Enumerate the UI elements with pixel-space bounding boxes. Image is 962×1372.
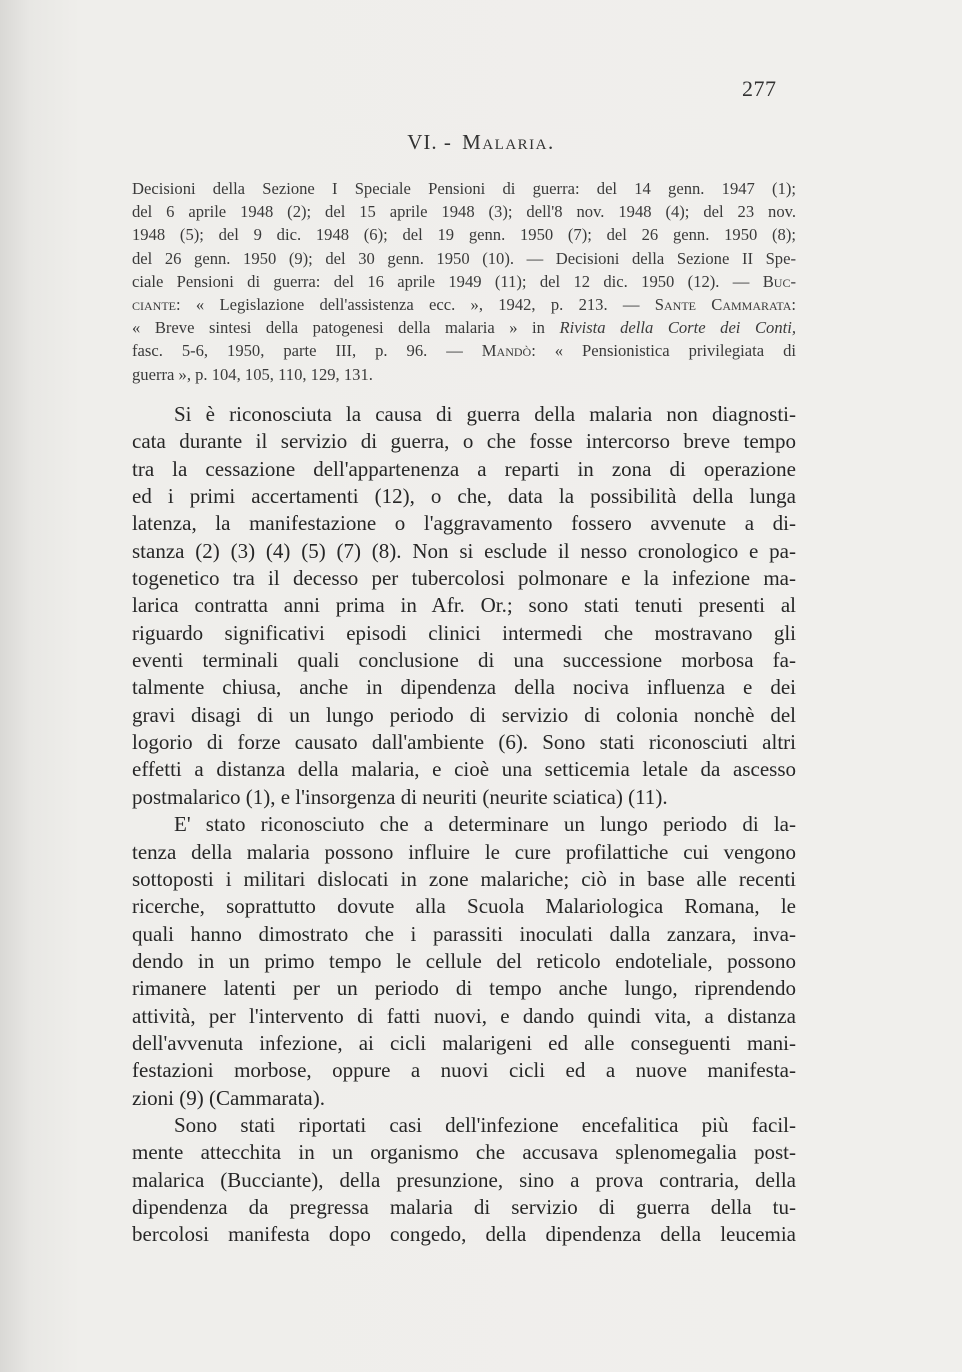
text-line: riguardo significativi episodi clinici intermedi che mostravano gli: [132, 620, 796, 645]
section-number: VI. -: [407, 130, 452, 154]
text-line: logorio di forze causato dall'ambiente (6). Sono stati riconosciuti altri: [132, 730, 796, 755]
journal-title: Rivista della Corte dei Conti,: [559, 318, 796, 338]
reference-line: fasc. 5-6, 1950, parte III, p. 96. — Mandò: « Pensionistica privilegiata di: [132, 341, 796, 361]
text-line: E' stato riconosciuto che a determinare un lungo periodo di la-: [174, 812, 796, 837]
text-line: ricerche, soprattutto dovute alla Scuola Malariologica Romana, le: [132, 894, 796, 919]
text-line: talmente chiusa, anche in dipendenza della nociva influenza e dei: [132, 675, 796, 700]
reference-line: 1948 (5); del 9 dic. 1948 (6); del 19 genn. 1950 (7); del 26 genn. 1950 (8);: [132, 225, 796, 245]
paragraph-1: [132, 401, 796, 811]
references-note: [132, 177, 796, 386]
text-line: attività, per l'intervento di fatti nuovi, e dando quindi vita, a distanza: [132, 1003, 796, 1028]
text-line: stanza (2) (3) (4) (5) (7) (8). Non si esclude il nesso cronologico e pa-: [132, 538, 796, 563]
text-line: sottoposti i militari dislocati in zone malariche; ciò in base alle recenti: [132, 866, 796, 891]
reference-segment: « Legislazione dell'assistenza ecc. », 1942, p. 213. —: [195, 295, 640, 315]
body-text: [132, 401, 796, 1249]
paragraph-3: [132, 1112, 796, 1249]
text-line: tenza della malaria possono influire le cure profilattiche cui vengono: [132, 839, 796, 864]
text-line: ed i primi accertamenti (12), o che, data la possibilità della lunga: [132, 484, 796, 509]
text-line: tra la cessazione dell'appartenenza a reparti in zona di operazione: [132, 456, 796, 481]
text-line: Sono stati riportati casi dell'infezione encefalitica più facil-: [174, 1112, 796, 1137]
text-line: malarica (Bucciante), della presunzione, sino a prova contraria, della: [132, 1167, 796, 1192]
reference-segment: « Pensionistica privilegiata di: [554, 341, 796, 361]
reference-line: del 6 aprile 1948 (2); del 15 aprile 1948 (3); dell'8 nov. 1948 (4); del 23 nov.: [132, 202, 796, 222]
reference-line: ciante: « Legislazione dell'assistenza ecc. », 1942, p. 213. — Sante Cammarata:: [132, 295, 796, 315]
paragraph-2: [132, 811, 796, 1112]
text-line: dipendenza da pregressa malaria di servizio di guerra della tu-: [132, 1194, 796, 1219]
reference-line: [132, 270, 796, 293]
reference-segment: ciale Pensioni di guerra: del 16 aprile 1949 (11); del 12 dic. 1950 (12). —: [132, 271, 750, 291]
text-line: effetti a distanza della malaria, e cioè una setticemia letale da ascesso: [132, 757, 796, 782]
text-line: dendo in un primo tempo le cellule del reticolo endoteliale, possono: [132, 948, 796, 973]
reference-segment: « Breve sintesi della patogenesi della malaria » in: [132, 318, 545, 338]
text-line: togenetico tra il decesso per tubercolosi polmonare e la infezione ma-: [132, 566, 796, 591]
text-line: dell'avvenuta infezione, ai cicli malarigeni ed alle conseguenti mani-: [132, 1030, 796, 1055]
text-line: larica contratta anni prima in Afr. Or.; sono stati tenuti presenti al: [132, 593, 796, 618]
reference-line: Decisioni della Sezione I Speciale Pensioni di guerra: del 14 genn. 1947 (1);: [132, 179, 796, 198]
text-line: quali hanno dimostrato che i parassiti inoculati dalla zanzara, inva-: [132, 921, 796, 946]
page-number: 277: [742, 76, 777, 101]
text-line: cata durante il servizio di guerra, o che fosse intercorso breve tempo: [132, 429, 796, 454]
text-line: postmalarico (1), e l'insorgenza di neuriti (neurite sciatica) (11).: [132, 784, 668, 809]
text-line: Si è riconosciuta la causa di guerra della malaria non diagnosti-: [174, 402, 796, 426]
author-cammarata: Sante Cammarata: [654, 295, 792, 315]
section-title-text: Malaria.: [462, 130, 555, 154]
text-line: eventi terminali quali conclusione di una successione morbosa fa-: [132, 648, 796, 673]
text-line: zioni (9) (Cammarata).: [132, 1085, 325, 1110]
reference-line: [132, 316, 796, 339]
text-line: mente attecchita in un organismo che accusava splenomegalia post-: [132, 1140, 796, 1165]
text-line: rimanere latenti per un periodo di tempo anche lungo, riprendendo: [132, 976, 796, 1001]
author-bucciante-cont: ciante: [132, 295, 176, 315]
text-line: bercolosi manifesta dopo congedo, della dipendenza della leucemia: [132, 1222, 796, 1247]
reference-line: guerra », p. 104, 105, 110, 129, 131.: [132, 364, 373, 384]
section-title: [0, 130, 962, 155]
text-line: latenza, la manifestazione o l'aggravamento fossero avvenute a di-: [132, 511, 796, 536]
reference-segment: fasc. 5-6, 1950, parte III, p. 96. —: [132, 341, 463, 361]
text-line: festazioni morbose, oppure a nuovi cicli ed a nuove manifesta-: [132, 1058, 796, 1083]
author-mando: Mandò: [481, 341, 532, 361]
text-line: gravi disagi di un lungo periodo di servizio di colonia nonchè del: [132, 702, 796, 727]
author-bucciante: Buc-: [762, 271, 796, 291]
reference-line: del 26 genn. 1950 (9); del 30 genn. 1950 (10). — Decisioni della Sezione II Spe-: [132, 248, 796, 268]
